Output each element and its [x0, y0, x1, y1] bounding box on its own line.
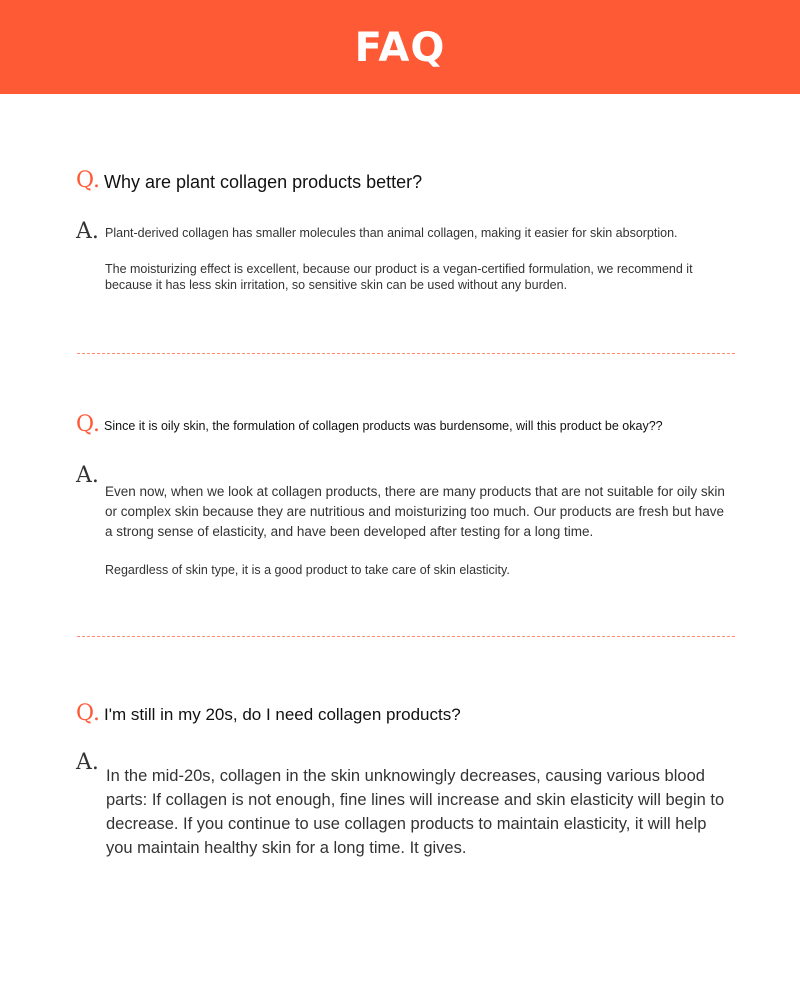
section-divider [77, 353, 735, 354]
answer-paragraph: The moisturizing effect is excellent, because our product is a vegan-certified formulation, we recommend it because it has less skin irritation, so sensitive skin can be used without any burden. [105, 262, 693, 292]
question-mark: Q. [76, 701, 100, 726]
page-title: FAQ [354, 25, 446, 71]
question-text: I'm still in my 20s, do I need collagen products? [104, 705, 461, 724]
question-mark: Q. [76, 168, 100, 193]
answer-mark: A. [76, 750, 99, 775]
answer-paragraph: Even now, when we look at collagen products, there are many products that are not suitable for oily skin or complex skin because they are nutritious and moisturizing too much. Our products are fresh but have a strong sense of elasticity, and have been developed after testing for a long time. [105, 484, 725, 539]
section-divider [77, 636, 735, 637]
question-text: Why are plant collagen products better? [104, 172, 423, 192]
answer-text [105, 482, 733, 580]
answer-mark: A. [76, 463, 99, 488]
answer-paragraph: Plant-derived collagen has smaller molecules than animal collagen, making it easier for skin absorption. [105, 226, 678, 240]
answer-paragraph: In the mid-20s, collagen in the skin unknowingly decreases, causing various blood parts: If collagen is not enough, fine lines will increase and skin elasticity will begin to decrease. If you continue to use collagen products to maintain elasticity, it will help you maintain healthy skin for a long time. It gives. [106, 767, 725, 857]
answer-paragraph: Regardless of skin type, it is a good product to take care of skin elasticity. [105, 563, 510, 577]
question-text: Since it is oily skin, the formulation of collagen products was burdensome, will this product be okay?? [104, 419, 663, 433]
question-mark: Q. [76, 412, 100, 437]
answer-mark: A. [76, 219, 99, 244]
answer-text [106, 764, 731, 860]
page-header [0, 0, 800, 94]
answer-text [105, 225, 725, 293]
